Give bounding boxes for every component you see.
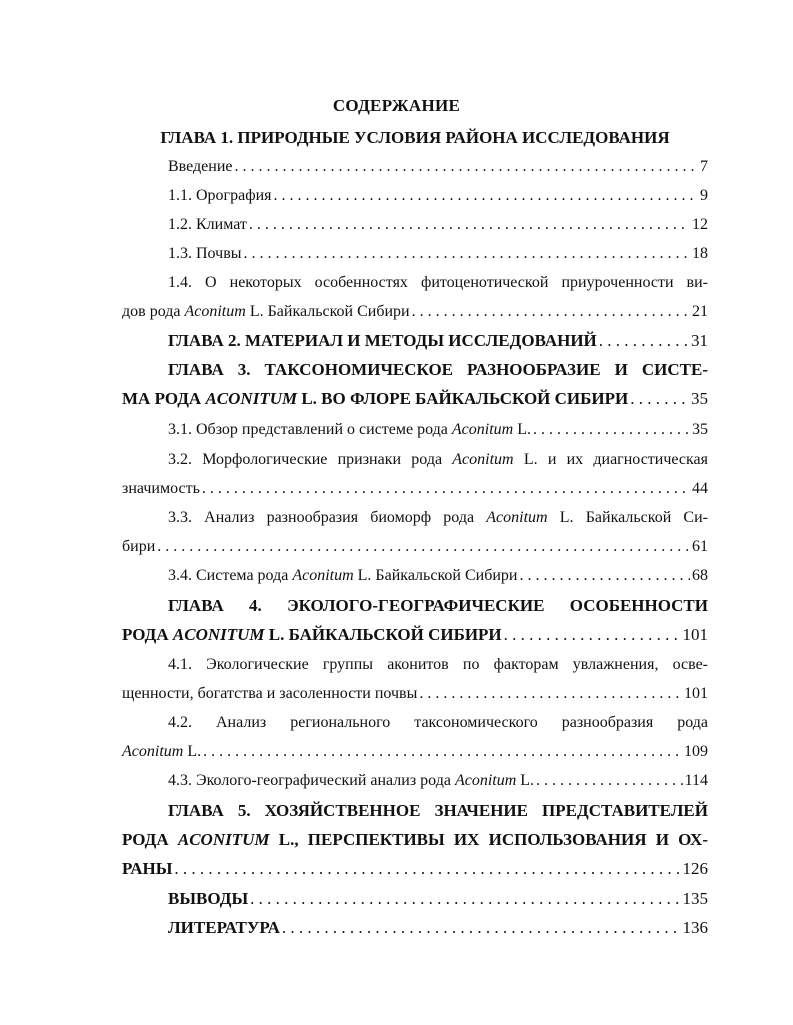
chapter-1-title: ГЛАВА 1. ПРИРОДНЫЕ УСЛОВИЯ РАЙОНА ИССЛЕДОВАНИЯ <box>160 128 670 147</box>
page-number: 44 <box>692 480 708 497</box>
page-number: 126 <box>682 859 708 878</box>
toc-entry-4-3[interactable] <box>122 767 708 795</box>
toc-entry-3-2-line1[interactable]: 3.2. Морфологические признаки рода Aconitum L. и их диагностическая <box>168 451 708 468</box>
dot-leader <box>174 855 680 883</box>
entry-label: 1.2. Климат <box>168 216 247 233</box>
chapter-3-title-line1[interactable]: ГЛАВА 3. ТАКСОНОМИЧЕСКОЕ РАЗНООБРАЗИЕ И СИСТЕ- <box>168 360 708 379</box>
entry-label: 4.3. Эколого-географический анализ рода Aconitum L. <box>168 772 535 789</box>
page-number: 12 <box>692 216 708 233</box>
chapter-4-title-line2[interactable] <box>122 621 708 649</box>
dot-leader <box>202 475 690 503</box>
toc-entry-literature[interactable] <box>122 914 708 942</box>
page-number: 18 <box>692 245 708 262</box>
entry-label: 3.1. Обзор представлений о системе рода Aconitum L. <box>168 421 531 438</box>
entry-label: 1.1. Орография <box>168 187 272 204</box>
dot-leader <box>599 327 689 355</box>
dot-leader <box>519 562 690 590</box>
dot-leader <box>157 533 690 561</box>
entry-label: МА РОДА ACONITUM L. ВО ФЛОРЕ БАЙКАЛЬСКОЙ СИБИРИ <box>122 389 629 408</box>
entry-label: значимость <box>122 480 200 497</box>
page-title: СОДЕРЖАНИЕ <box>332 96 461 115</box>
toc-entry-4-1-line2[interactable] <box>122 680 708 708</box>
page-number: 31 <box>691 331 708 350</box>
page-number: 109 <box>684 743 708 760</box>
entry-label: РАНЫ <box>122 859 173 878</box>
entry-label: 1.3. Почвы <box>168 245 242 262</box>
toc-entry-1-4-line1[interactable]: 1.4. О некоторых особенностях фитоценотической приуроченности ви- <box>168 274 708 291</box>
toc-entry-conclusions[interactable] <box>122 885 708 913</box>
page-number: 61 <box>692 538 708 555</box>
page-number: 135 <box>682 889 708 908</box>
toc-entry-4-2-line1[interactable]: 4.2. Анализ регионального таксономического разнообразия рода <box>168 714 708 731</box>
dot-leader <box>412 298 690 326</box>
entry-label: Aconitum L. <box>122 743 202 760</box>
toc-entry-3-3-line2[interactable] <box>122 533 708 561</box>
toc-entry-4-2-line2[interactable] <box>122 738 708 766</box>
entry-label: ВЫВОДЫ <box>168 889 249 908</box>
chapter-4-title-line1[interactable]: ГЛАВА 4. ЭКОЛОГО-ГЕОГРАФИЧЕСКИЕ ОСОБЕННОСТИ <box>168 596 708 615</box>
toc-entry-1-2[interactable] <box>122 211 708 239</box>
toc-entry-3-3-line1[interactable]: 3.3. Анализ разнообразия биоморф рода Aconitum L. Байкальской Си- <box>168 509 708 526</box>
page-number: 101 <box>684 685 708 702</box>
dot-leader <box>244 240 691 268</box>
page-number: 68 <box>692 567 708 584</box>
entry-label: Введение <box>168 158 233 175</box>
entry-label: щенности, богатства и засоленности почвы <box>122 685 418 702</box>
page-number: 35 <box>692 421 708 438</box>
page-number: 7 <box>700 158 708 175</box>
dot-leader <box>504 621 681 649</box>
entry-label: ЛИТЕРАТУРА <box>168 918 280 937</box>
dot-leader <box>203 738 682 766</box>
dot-leader <box>274 182 698 210</box>
chapter-2-entry[interactable] <box>122 327 708 355</box>
toc-entry-1-4-line2[interactable] <box>122 298 708 326</box>
entry-label: ГЛАВА 2. МАТЕРИАЛ И МЕТОДЫ ИССЛЕДОВАНИЙ <box>168 331 597 350</box>
entry-label: 3.4. Система рода Aconitum L. Байкальской Сибири <box>168 567 518 584</box>
dot-leader <box>419 680 682 708</box>
dot-leader <box>235 153 699 181</box>
toc-entry-4-1-line1[interactable]: 4.1. Экологические группы аконитов по факторам увлажнения, осве- <box>168 656 708 673</box>
page-number: 136 <box>682 918 708 937</box>
chapter-3-title-line2[interactable] <box>122 385 708 413</box>
toc-entry-intro[interactable] <box>122 153 708 181</box>
chapter-5-title-line1[interactable]: ГЛАВА 5. ХОЗЯЙСТВЕННОЕ ЗНАЧЕНИЕ ПРЕДСТАВИТЕЛЕЙ <box>168 801 708 820</box>
toc-entry-1-3[interactable] <box>122 240 708 268</box>
page-number: 9 <box>700 187 708 204</box>
dot-leader <box>536 767 683 795</box>
dot-leader <box>630 385 689 413</box>
dot-leader <box>533 416 690 444</box>
page-number: 114 <box>684 772 708 789</box>
toc-entry-3-4[interactable] <box>122 562 708 590</box>
dot-leader <box>282 914 681 942</box>
entry-label: бири <box>122 538 156 555</box>
entry-label: РОДА ACONITUM L. БАЙКАЛЬСКОЙ СИБИРИ <box>122 625 502 644</box>
chapter-5-title-line3[interactable] <box>122 855 708 883</box>
toc-entry-3-2-line2[interactable] <box>122 475 708 503</box>
page-number: 101 <box>682 625 708 644</box>
toc-entry-1-1[interactable] <box>122 182 708 210</box>
page-number: 35 <box>691 389 708 408</box>
dot-leader <box>250 885 680 913</box>
dot-leader <box>249 211 690 239</box>
toc-entry-3-1[interactable] <box>122 416 708 444</box>
entry-label: дов рода Aconitum L. Байкальской Сибири <box>122 303 410 320</box>
chapter-5-title-line2[interactable]: РОДА ACONITUM L., ПЕРСПЕКТИВЫ ИХ ИСПОЛЬЗОВАНИЯ И ОХ- <box>122 830 708 849</box>
page-number: 21 <box>692 303 708 320</box>
